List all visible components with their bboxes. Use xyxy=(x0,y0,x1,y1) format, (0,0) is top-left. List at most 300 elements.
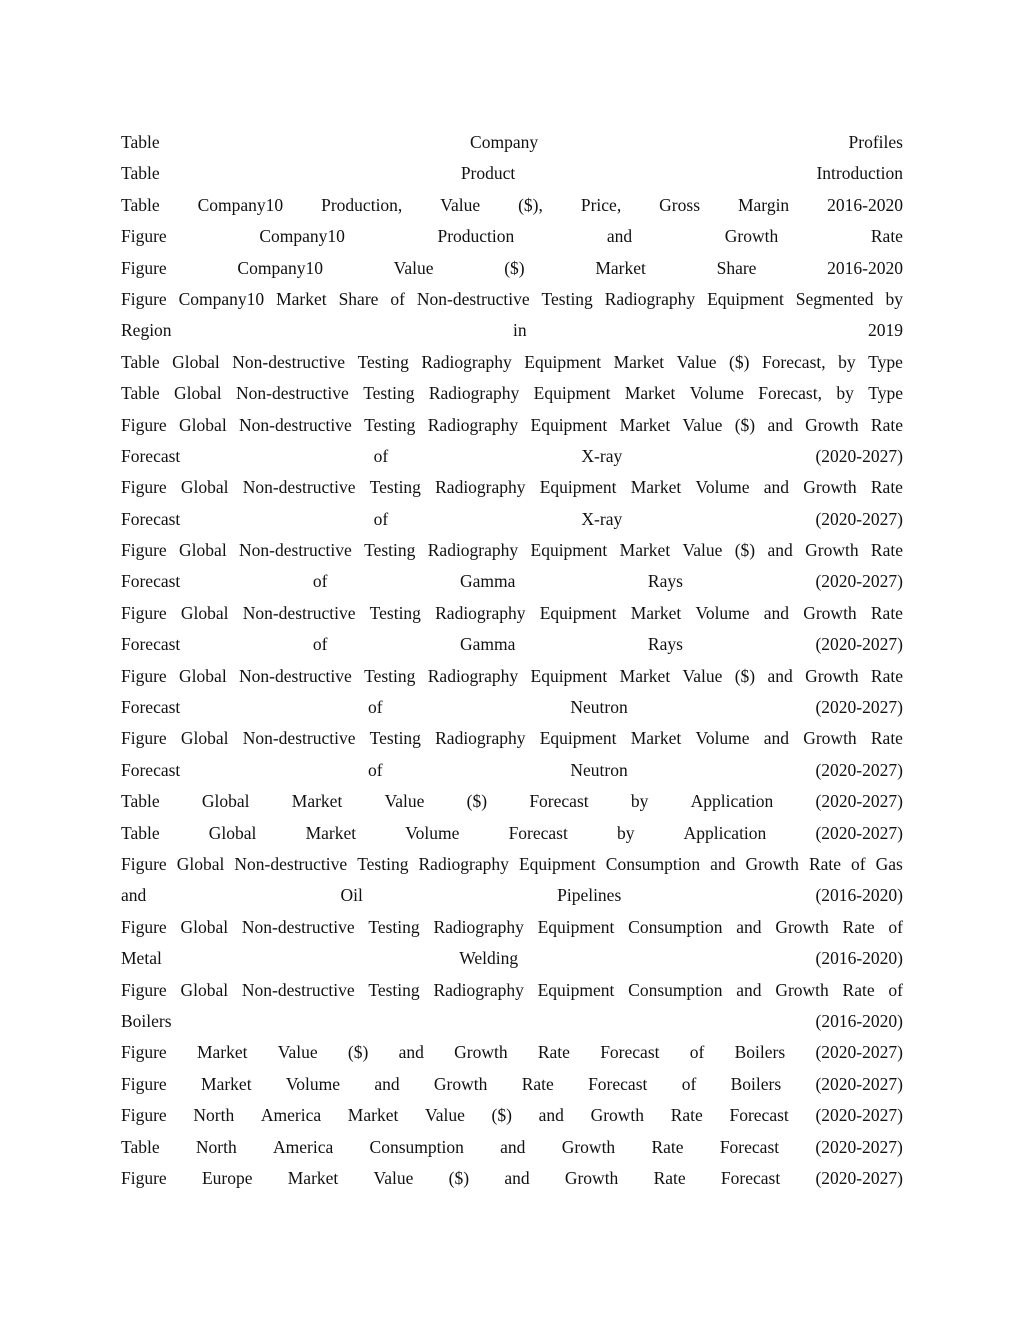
line-word: Figure xyxy=(121,665,167,686)
document-line xyxy=(121,849,903,880)
line-word: of xyxy=(851,853,866,874)
line-word: Radiography xyxy=(435,602,526,623)
line-word: (2020-2027) xyxy=(815,1105,903,1126)
line-word: Forecast xyxy=(121,634,181,655)
line-word: Rays xyxy=(647,571,683,592)
line-word: Value xyxy=(393,257,434,278)
line-word: Global xyxy=(174,383,222,404)
line-word: Global xyxy=(179,540,227,561)
line-word: of xyxy=(373,508,389,529)
line-word: North xyxy=(193,1105,235,1126)
line-word: Application xyxy=(690,791,774,812)
line-word: Volume xyxy=(285,1073,340,1094)
line-word: and xyxy=(500,1136,526,1157)
line-word: ($) xyxy=(734,540,756,561)
line-word: Forecast xyxy=(121,759,181,780)
line-word: Volume xyxy=(405,822,460,843)
document-line xyxy=(121,629,903,660)
document-line xyxy=(121,943,903,974)
document-line xyxy=(121,880,903,911)
document-line xyxy=(121,535,903,566)
line-word: Value xyxy=(277,1042,318,1063)
line-word: X-ray xyxy=(581,508,623,529)
line-word: Forecast xyxy=(729,1105,789,1126)
line-word: of xyxy=(390,288,405,309)
line-word: Boilers xyxy=(734,1042,786,1063)
line-word: Market xyxy=(196,1042,248,1063)
line-word: (2016-2020) xyxy=(815,885,903,906)
line-word: Equipment xyxy=(524,351,602,372)
line-word: and xyxy=(710,853,736,874)
line-word: Global xyxy=(180,602,229,623)
line-word: (2016-2020) xyxy=(815,1010,903,1031)
line-word: Company10 xyxy=(259,226,345,247)
line-word: Growth xyxy=(454,1042,508,1063)
line-word: Value xyxy=(682,414,723,435)
line-word: and xyxy=(121,885,147,906)
line-word: Non-destructive xyxy=(239,414,352,435)
line-word: Growth xyxy=(564,1167,619,1188)
document-line xyxy=(121,723,903,754)
line-word: Type xyxy=(868,383,903,404)
document-line xyxy=(121,818,903,849)
line-word: ($) xyxy=(734,665,756,686)
line-word: Radiography xyxy=(433,979,524,1000)
line-word: of xyxy=(368,759,383,780)
line-word: Radiography xyxy=(604,288,696,309)
line-word: Testing xyxy=(364,665,416,686)
line-word: ($) xyxy=(347,1042,369,1063)
line-word: Figure xyxy=(121,414,167,435)
line-word: and xyxy=(763,602,790,623)
document-line xyxy=(121,472,903,503)
line-word: and xyxy=(504,1167,530,1188)
document-line xyxy=(121,755,903,786)
line-word: Gas xyxy=(875,853,903,874)
line-word: Radiography xyxy=(421,351,512,372)
line-word: and xyxy=(767,665,793,686)
line-word: Region xyxy=(121,320,172,341)
line-word: and xyxy=(736,916,762,937)
list-of-figures-tables xyxy=(121,127,903,1194)
line-word: and xyxy=(767,414,793,435)
line-word: Rate xyxy=(870,414,903,435)
line-word: in xyxy=(512,320,527,341)
line-word: Testing xyxy=(369,602,421,623)
line-word: Figure xyxy=(121,916,167,937)
line-word: Market xyxy=(624,383,676,404)
line-word: Figure xyxy=(121,226,167,247)
line-word: Global xyxy=(180,477,229,498)
line-word: Forecast xyxy=(588,1073,648,1094)
line-word: Rate xyxy=(870,540,903,561)
line-word: Value xyxy=(440,194,481,215)
line-word: (2020-2027) xyxy=(815,822,903,843)
line-word: Growth xyxy=(561,1136,616,1157)
line-word: Market xyxy=(619,540,671,561)
line-word: (2020-2027) xyxy=(815,571,903,592)
line-word: Product xyxy=(460,163,516,184)
line-word: Market xyxy=(276,288,327,309)
line-word: Market xyxy=(630,477,682,498)
line-word: (2020-2027) xyxy=(815,1073,903,1094)
line-word: Rate xyxy=(537,1042,570,1063)
line-word: Growth xyxy=(803,477,857,498)
line-word: of xyxy=(373,445,389,466)
line-word: Table xyxy=(121,351,160,372)
line-word: (2020-2027) xyxy=(815,634,903,655)
line-word: (2016-2020) xyxy=(815,948,903,969)
line-word: Growth xyxy=(805,540,859,561)
line-word: America xyxy=(260,1105,322,1126)
line-word: Volume xyxy=(695,728,750,749)
document-line xyxy=(121,975,903,1006)
document-line xyxy=(121,598,903,629)
document-line xyxy=(121,441,903,472)
line-word: Rate xyxy=(842,916,875,937)
line-word: Global xyxy=(180,916,229,937)
line-word: Global xyxy=(180,979,229,1000)
line-word: Consumption xyxy=(605,853,701,874)
line-word: Rate xyxy=(870,602,903,623)
line-word: Growth xyxy=(803,728,857,749)
line-word: Market xyxy=(630,602,682,623)
line-word: Table xyxy=(121,1136,160,1157)
line-word: Volume xyxy=(695,602,750,623)
line-word: Figure xyxy=(121,477,167,498)
line-word: (2020-2027) xyxy=(815,791,903,812)
line-word: Non-destructive xyxy=(242,602,356,623)
line-word: Margin xyxy=(737,194,790,215)
line-word: Figure xyxy=(121,288,167,309)
line-word: Testing xyxy=(368,979,420,1000)
line-word: Figure xyxy=(121,602,167,623)
line-word: Europe xyxy=(201,1167,253,1188)
line-word: Share xyxy=(338,288,379,309)
line-word: Rate xyxy=(521,1073,554,1094)
line-word: Equipment xyxy=(539,602,617,623)
line-word: Value xyxy=(682,665,723,686)
line-word: Rate xyxy=(870,226,903,247)
line-word: Introduction xyxy=(816,163,903,184)
line-word: Non-destructive xyxy=(234,853,348,874)
line-word: Radiography xyxy=(427,540,519,561)
line-word: of xyxy=(689,1042,705,1063)
line-word: Market xyxy=(305,822,357,843)
line-word: Forecast xyxy=(121,508,181,529)
line-word: Radiography xyxy=(433,916,524,937)
line-word: Metal xyxy=(121,948,162,969)
line-word: ($) xyxy=(734,414,756,435)
document-line xyxy=(121,504,903,535)
line-word: Equipment xyxy=(530,414,608,435)
document-line xyxy=(121,1006,903,1037)
line-word: Radiography xyxy=(427,414,519,435)
line-word: and xyxy=(767,540,793,561)
line-word: Market xyxy=(201,1073,252,1094)
document-line xyxy=(121,410,903,441)
line-word: Value xyxy=(384,791,425,812)
line-word: Figure xyxy=(121,979,167,1000)
line-word: of xyxy=(312,571,328,592)
line-word: Forecast xyxy=(121,571,181,592)
document-line xyxy=(121,1163,903,1194)
line-word: Table xyxy=(121,822,160,843)
document-line xyxy=(121,566,903,597)
line-word: Radiography xyxy=(418,853,509,874)
line-word: Rate xyxy=(870,477,903,498)
line-word: Welding xyxy=(459,948,519,969)
line-word: Non-destructive xyxy=(242,728,356,749)
line-word: Equipment xyxy=(707,288,784,309)
line-word: Table xyxy=(121,132,160,152)
line-word: North xyxy=(195,1136,237,1157)
line-word: Testing xyxy=(364,414,416,435)
document-line xyxy=(121,1037,903,1068)
line-word: Rate xyxy=(870,665,903,686)
line-word: Testing xyxy=(369,477,421,498)
line-word: Forecast, xyxy=(758,383,822,404)
line-word: Forecast xyxy=(720,1167,781,1188)
line-word: (2020-2027) xyxy=(815,759,903,780)
line-word: Equipment xyxy=(533,383,611,404)
line-word: and xyxy=(736,979,762,1000)
line-word: Market xyxy=(613,351,665,372)
line-word: X-ray xyxy=(581,445,623,466)
line-word: by xyxy=(630,791,649,812)
document-line xyxy=(121,692,903,723)
line-word: Company10 xyxy=(197,194,284,215)
line-word: Radiography xyxy=(435,728,526,749)
document-line xyxy=(121,347,903,378)
line-word: Non-destructive xyxy=(236,383,349,404)
line-word: Consumption xyxy=(369,1136,464,1157)
line-word: Table xyxy=(121,194,160,215)
document-line xyxy=(121,158,903,189)
line-word: and xyxy=(763,728,790,749)
line-word: Radiography xyxy=(428,383,520,404)
line-word: Forecast xyxy=(600,1042,660,1063)
line-word: Consumption xyxy=(628,979,723,1000)
line-word: Global xyxy=(179,414,227,435)
line-word: Forecast xyxy=(529,791,589,812)
line-word: Global xyxy=(179,665,227,686)
line-word: Neutron xyxy=(570,759,628,780)
line-word: Company10 xyxy=(178,288,265,309)
line-word: Figure xyxy=(121,1073,167,1094)
line-word: Rate xyxy=(808,853,842,874)
line-word: of xyxy=(888,979,903,1000)
line-word: Growth xyxy=(745,853,799,874)
line-word: Equipment xyxy=(539,728,617,749)
line-word: Non-destructive xyxy=(239,540,352,561)
line-word: Non-destructive xyxy=(232,351,346,372)
line-word: by xyxy=(838,351,856,372)
document-line xyxy=(121,912,903,943)
line-word: Table xyxy=(121,383,160,404)
line-word: Market xyxy=(595,257,646,278)
line-word: Rate xyxy=(651,1136,684,1157)
line-word: Price, xyxy=(580,194,622,215)
line-word: Growth xyxy=(724,226,779,247)
line-word: Forecast xyxy=(508,822,568,843)
line-word: by xyxy=(885,288,903,309)
line-word: 2016-2020 xyxy=(827,194,903,215)
line-word: Figure xyxy=(121,1042,167,1063)
line-word: Gross xyxy=(659,194,701,215)
line-word: and xyxy=(538,1105,564,1126)
document-line xyxy=(121,190,903,221)
line-word: Global xyxy=(176,853,225,874)
line-word: Value xyxy=(425,1105,465,1126)
line-word: 2016-2020 xyxy=(827,257,903,278)
line-word: Value xyxy=(676,351,717,372)
line-word: Figure xyxy=(121,728,167,749)
line-word: Forecast xyxy=(121,445,181,466)
line-word: Global xyxy=(201,791,250,812)
line-word: Non-destructive xyxy=(242,477,356,498)
line-word: Growth xyxy=(805,414,859,435)
line-word: ($) xyxy=(491,1105,512,1126)
line-word: Equipment xyxy=(518,853,596,874)
line-word: Non-destructive xyxy=(241,979,355,1000)
line-word: Testing xyxy=(541,288,593,309)
line-word: by xyxy=(836,383,854,404)
line-word: Boilers xyxy=(121,1010,172,1031)
line-word: Rays xyxy=(647,634,683,655)
line-word: ($) xyxy=(448,1167,470,1188)
line-word: (2020-2027) xyxy=(815,1167,903,1188)
line-word: Non-destructive xyxy=(239,665,352,686)
line-word: by xyxy=(617,822,635,843)
line-word: ($) xyxy=(466,791,488,812)
line-word: of xyxy=(312,634,328,655)
line-word: Equipment xyxy=(530,665,608,686)
line-word: Table xyxy=(121,163,160,184)
line-word: Market xyxy=(291,791,343,812)
line-word: Testing xyxy=(357,351,409,372)
document-line xyxy=(121,786,903,817)
document-line xyxy=(121,1100,903,1131)
line-word: (2020-2027) xyxy=(815,1136,903,1157)
line-word: ($) xyxy=(729,351,750,372)
line-word: Growth xyxy=(775,979,829,1000)
line-word: Equipment xyxy=(539,477,617,498)
line-word: Market xyxy=(619,414,671,435)
document-line xyxy=(121,378,903,409)
document-line xyxy=(121,253,903,284)
line-word: Production xyxy=(437,226,515,247)
line-word: Oil xyxy=(340,885,363,906)
line-word: (2020-2027) xyxy=(815,1042,903,1063)
line-word: (2020-2027) xyxy=(815,697,903,718)
line-word: Market xyxy=(630,728,682,749)
line-word: Market xyxy=(619,665,671,686)
line-word: and xyxy=(606,226,633,247)
line-word: Pipelines xyxy=(557,885,622,906)
line-word: and xyxy=(763,477,790,498)
line-word: Application xyxy=(683,822,767,843)
line-word: Global xyxy=(172,351,220,372)
line-word: Growth xyxy=(590,1105,645,1126)
line-word: Segmented xyxy=(795,288,874,309)
line-word: Testing xyxy=(368,916,420,937)
line-word: Non-destructive xyxy=(241,916,355,937)
line-word: Profiles xyxy=(848,132,903,152)
line-word: Consumption xyxy=(628,916,723,937)
document-line xyxy=(121,315,903,346)
line-word: of xyxy=(368,697,383,718)
line-word: Company10 xyxy=(237,257,323,278)
line-word: Forecast xyxy=(121,697,181,718)
document-line xyxy=(121,1069,903,1100)
line-word: Value xyxy=(682,540,723,561)
line-word: Market xyxy=(347,1105,399,1126)
line-word: and xyxy=(398,1042,424,1063)
line-word: Growth xyxy=(803,602,857,623)
line-word: Volume xyxy=(695,477,750,498)
line-word: Rate xyxy=(670,1105,703,1126)
line-word: Figure xyxy=(121,1167,167,1188)
line-word: Testing xyxy=(369,728,421,749)
line-word: of xyxy=(681,1073,697,1094)
line-word: Forecast xyxy=(719,1136,780,1157)
line-word: Equipment xyxy=(530,540,608,561)
line-word: Testing xyxy=(357,853,409,874)
line-word: (2020-2027) xyxy=(815,445,903,466)
line-word: Figure xyxy=(121,1105,167,1126)
document-line xyxy=(121,221,903,252)
line-word: Rate xyxy=(842,979,875,1000)
line-word: Figure xyxy=(121,540,167,561)
line-word: Rate xyxy=(870,728,903,749)
line-word: Gamma xyxy=(459,634,516,655)
line-word: Production, xyxy=(321,194,403,215)
line-word: Volume xyxy=(689,383,744,404)
line-word: Boilers xyxy=(730,1073,782,1094)
line-word: Table xyxy=(121,791,160,812)
line-word: Gamma xyxy=(459,571,516,592)
line-word: Growth xyxy=(805,665,859,686)
line-word: Testing xyxy=(363,383,415,404)
document-line xyxy=(121,127,903,158)
line-word: Non-destructive xyxy=(416,288,530,309)
line-word: 2019 xyxy=(868,320,903,341)
line-word: Neutron xyxy=(570,697,628,718)
line-word: America xyxy=(273,1136,334,1157)
line-word: Value xyxy=(373,1167,414,1188)
line-word: of xyxy=(888,916,903,937)
line-word: Forecast, xyxy=(761,351,826,372)
line-word: Share xyxy=(716,257,757,278)
line-word: Global xyxy=(208,822,257,843)
line-word: Market xyxy=(287,1167,339,1188)
line-word: Company xyxy=(470,132,539,152)
line-word: (2020-2027) xyxy=(815,508,903,529)
line-word: ($), xyxy=(518,194,543,215)
line-word: Rate xyxy=(653,1167,686,1188)
line-word: Equipment xyxy=(537,979,615,1000)
line-word: Growth xyxy=(775,916,829,937)
line-word: Figure xyxy=(121,853,167,874)
line-word: Testing xyxy=(364,540,416,561)
line-word: ($) xyxy=(504,257,525,278)
line-word: Radiography xyxy=(435,477,526,498)
line-word: Type xyxy=(868,351,903,372)
line-word: Equipment xyxy=(537,916,615,937)
line-word: Figure xyxy=(121,257,167,278)
line-word: Growth xyxy=(433,1073,488,1094)
